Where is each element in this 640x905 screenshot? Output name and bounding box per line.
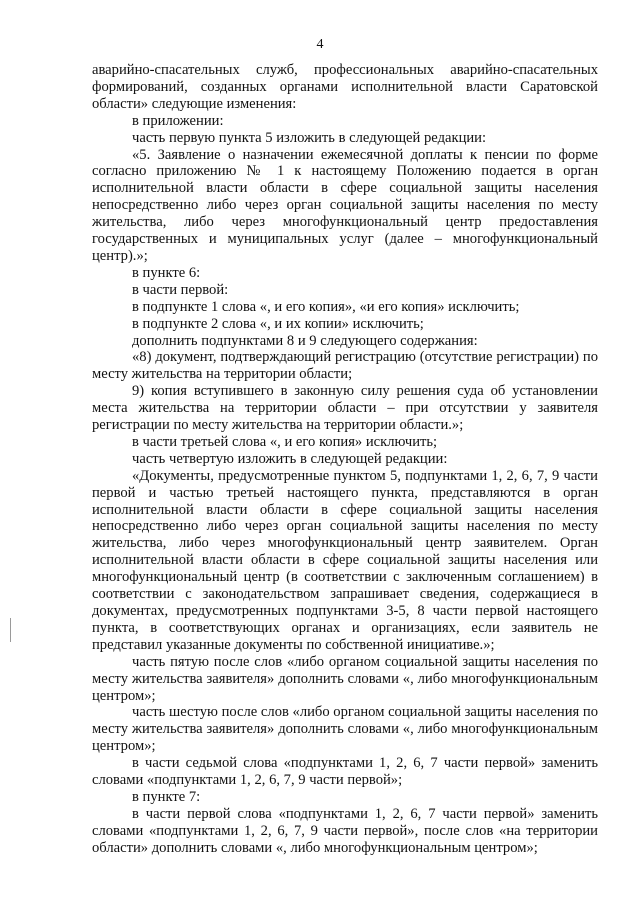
paragraph-10: «8) документ, подтверждающий регистрацию (отсутствие регистрации) по месту жительства на территории области; — [92, 349, 598, 383]
paragraph-2: в приложении: — [132, 112, 224, 129]
paragraph-7: в подпункте 1 слова «, и его копия», «и его копия» исключить; — [132, 298, 520, 315]
paragraph-12: в части третьей слова «, и его копия» исключить; — [132, 433, 438, 450]
paragraph-17: в части седьмой слова «подпунктами 1, 2, 6, 7 части первой» заменить словами «подпунктами 1, 2, 6, 7, 9 части первой»; — [92, 755, 598, 789]
margin-mark — [10, 618, 11, 642]
paragraph-6: в части первой: — [132, 281, 229, 298]
paragraph-1: аварийно-спасательных служб, профессиональных аварийно-спасательных формирований, созданных органами исполнительной власти Саратовской области» следующие изменения: — [92, 62, 598, 112]
paragraph-19: в части первой слова «подпунктами 1, 2, 6, 7 части первой» заменить словами «подпунктами 1, 2, 6, 7, 9 части первой», после слов «на территории области» дополнить словами «, либо многофункциональным центром»; — [92, 805, 598, 856]
paragraph-16: часть шестую после слов «либо органом социальной защиты населения по месту жительства заявителя» дополнить словами «, либо многофункциональным центром»; — [92, 704, 598, 755]
paragraph-15: часть пятую после слов «либо органом социальной защиты населения по месту жительства заявителя» дополнить словами «, либо многофункциональным центром»; — [92, 653, 598, 704]
paragraph-11: 9) копия вступившего в законную силу решения суда об установлении места жительства на территории области – при отсутствии у заявителя регистрации по месту жительства на территории области.»; — [92, 383, 598, 434]
document-body — [92, 62, 598, 857]
paragraph-3: часть первую пункта 5 изложить в следующей редакции: — [132, 129, 487, 146]
paragraph-18: в пункте 7: — [132, 788, 201, 805]
paragraph-13: часть четвертую изложить в следующей редакции: — [132, 450, 448, 467]
paragraph-4: «5. Заявление о назначении ежемесячной доплаты к пенсии по форме согласно приложению № 1 к настоящему Положению подается в орган исполнительной власти области в сфере социальной защиты населения непосредственно либо через орган социальной защиты населения по месту жительства, либо через многофункциональный центр предоставления государственных и муниципальных услуг (далее – многофункциональный центр).»; — [92, 146, 598, 264]
paragraph-14: «Документы, предусмотренные пунктом 5, подпунктами 1, 2, 6, 7, 9 части первой и частью третьей настоящего пункта, представляются в орган исполнительной власти области в сфере социальной защиты населения непосредственно либо через орган социальной защиты населения по месту жительства, либо через многофункциональный центр заявителем. Орган исполнительной власти области в сфере социальной защиты населения или многофункциональный центр (в соответствии с заключенным соглашением) в соответствии с законодательством запрашивает сведения, содержащиеся в документах, предусмотренных подпунктами 3-5, 8 части первой настоящего пункта, в соответствующих органах и организациях, если заявитель не представил указанные документы по собственной инициативе.»; — [92, 467, 598, 653]
paragraph-8: в подпункте 2 слова «, и их копии» исключить; — [132, 315, 424, 332]
page-number: 4 — [316, 37, 324, 52]
paragraph-5: в пункте 6: — [132, 264, 201, 281]
paragraph-9: дополнить подпунктами 8 и 9 следующего содержания: — [132, 332, 478, 349]
